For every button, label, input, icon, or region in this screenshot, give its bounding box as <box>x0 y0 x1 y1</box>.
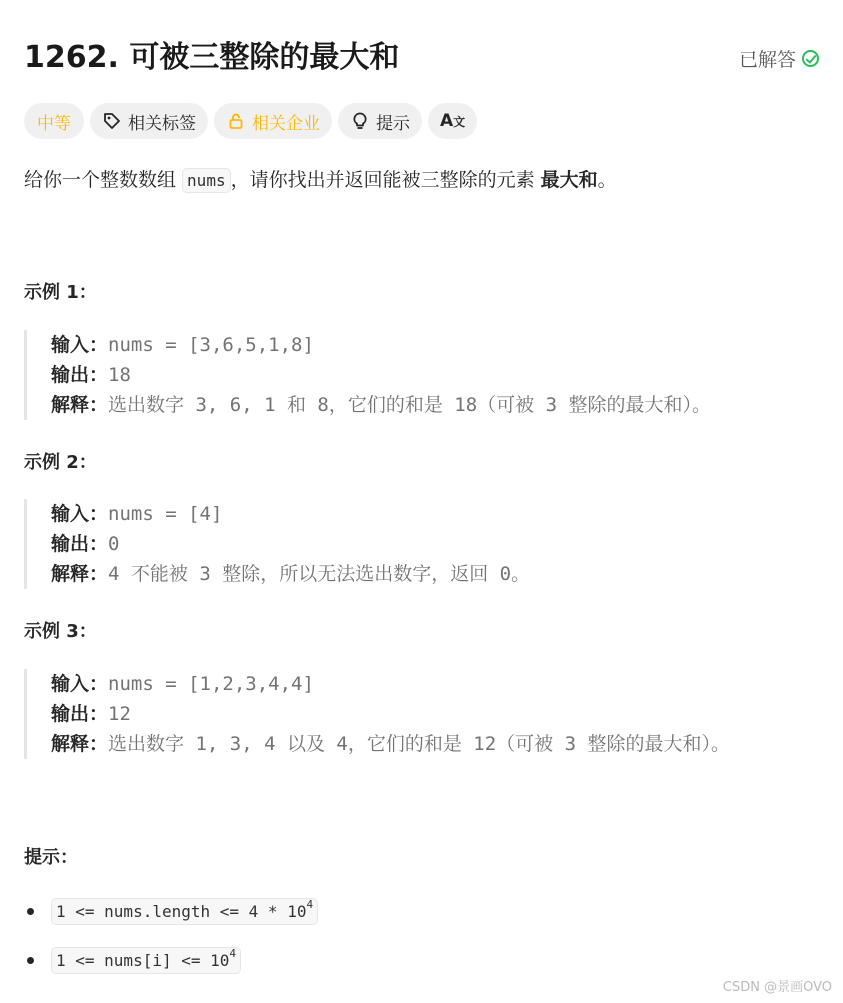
constraint-item <box>24 898 318 925</box>
related-company-button[interactable] <box>214 103 332 139</box>
example-2-explain: 解释：4 不能被 3 整除，所以无法选出数字，返回 0。 <box>51 563 531 585</box>
example-2-output: 输出：0 <box>51 533 120 555</box>
example-1-title: 示例 1： <box>24 282 97 303</box>
example-3-explain: 解释：选出数字 1, 3, 4 以及 4，它们的和是 12（可被 3 整除的最大和）。 <box>51 733 730 755</box>
solved-status <box>739 45 819 72</box>
desc-text-2: ，请你找出并返回能被三整除的元素 <box>230 169 541 191</box>
solved-label: 已解答 <box>738 49 796 71</box>
example-1-block <box>24 330 711 420</box>
hint-label: 提示 <box>376 113 410 134</box>
bullet-dot <box>27 908 34 915</box>
watermark: CSDN @景画OVO <box>722 980 832 995</box>
lock-icon <box>226 111 246 131</box>
desc-code-nums: nums <box>182 168 231 193</box>
lightbulb-icon <box>350 111 370 131</box>
translate-button[interactable] <box>428 103 477 139</box>
related-tags-button[interactable] <box>90 103 208 139</box>
example-1-explain: 解释：选出数字 3, 6, 1 和 8，它们的和是 18（可被 3 整除的最大和）。 <box>51 394 711 416</box>
check-circle-icon <box>802 50 819 67</box>
example-2-input: 输入：nums = [4] <box>51 503 223 525</box>
related-company-label: 相关企业 <box>252 113 320 134</box>
tag-bar <box>24 103 477 139</box>
difficulty-badge[interactable]: 中等 <box>24 103 84 139</box>
related-tags-label: 相关标签 <box>128 113 196 134</box>
example-3-input: 输入：nums = [1,2,3,4,4] <box>51 673 314 695</box>
example-1-input: 输入：nums = [3,6,5,1,8] <box>51 334 314 356</box>
constraint-item <box>24 947 241 974</box>
problem-header <box>24 36 819 80</box>
hint-button[interactable] <box>338 103 422 139</box>
constraint-code: 1 <= nums[i] <= $10^4$ <box>51 947 241 974</box>
problem-title: 1262. 可被三整除的最大和 <box>24 40 400 75</box>
example-2-title: 示例 2： <box>24 452 97 473</box>
desc-text-3: 。 <box>597 169 617 191</box>
example-3-title: 示例 3： <box>24 621 97 642</box>
example-1-output: 输出：18 <box>51 364 131 386</box>
constraints-title: 提示： <box>24 847 78 868</box>
tag-icon <box>102 111 122 131</box>
desc-bold: 最大和 <box>540 169 598 191</box>
desc-text-1: 给你一个整数数组 <box>24 169 183 191</box>
example-2-block <box>24 499 530 589</box>
example-3-block <box>24 669 730 759</box>
translate-icon: A文 <box>440 111 466 131</box>
example-3-output: 输出：12 <box>51 703 131 725</box>
bullet-dot <box>27 957 34 964</box>
constraint-code: 1 <= nums.length <= $4 * 10^4$ <box>51 898 318 925</box>
problem-description <box>24 165 617 196</box>
